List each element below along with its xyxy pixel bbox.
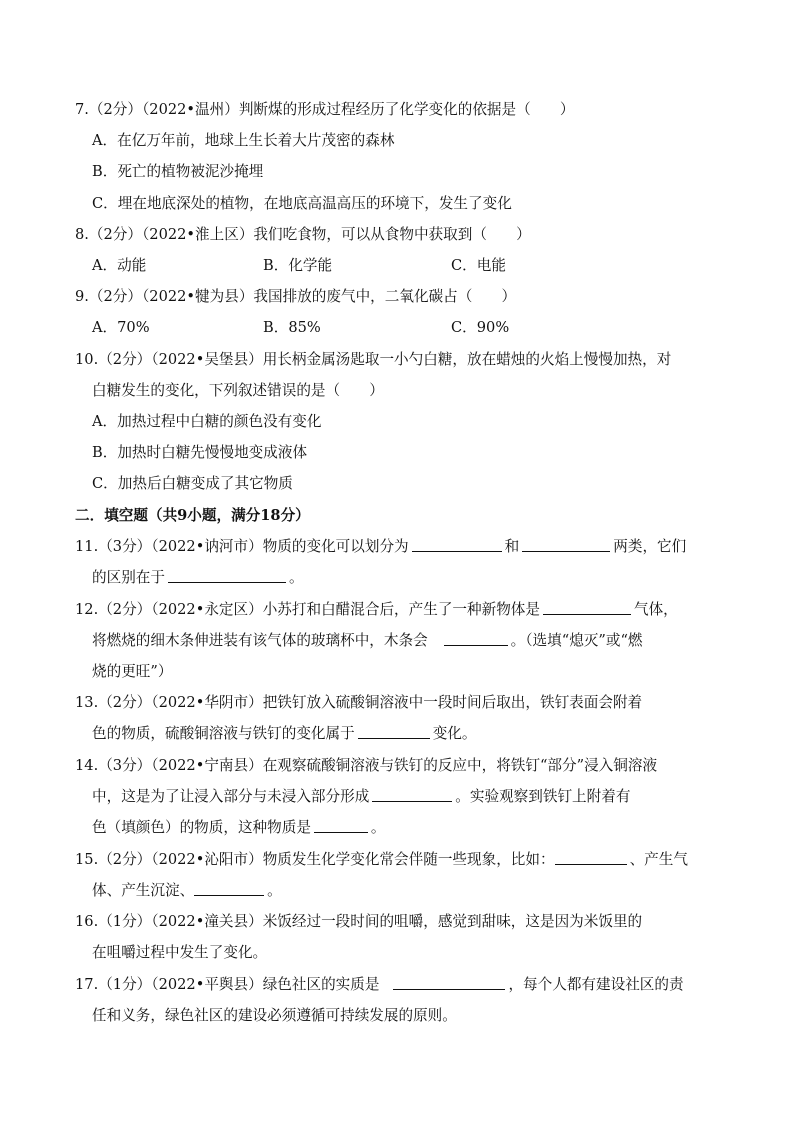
q15-blank-1[interactable] [555, 850, 627, 865]
q11-text-c: 两类，它们 [613, 538, 687, 555]
question-9-option-c: C．90% [451, 319, 510, 336]
q15-text-d: 。 [267, 882, 282, 899]
question-10-stem-line1: 10.（2分）（2022•吴堡县）用长柄金属汤匙取一小勺白糖，放在蜡烛的火焰上慢慢加热，对 [75, 351, 672, 368]
question-7-option-b: B．死亡的植物被泥沙掩埋 [92, 163, 264, 180]
q11-blank-2[interactable] [522, 537, 610, 552]
q11-text-a: 11.（3分）（2022•讷河市）物质的变化可以划分为 [75, 538, 409, 555]
question-14-line2 [92, 787, 630, 807]
q15-blank-2[interactable] [194, 881, 264, 896]
q11-blank-1[interactable] [412, 537, 502, 552]
q12-text-a: 12.（2分）（2022•永定区）小苏打和白醋混合后，产生了一种新物体是 [75, 601, 540, 618]
q14-text-a: 中，这是为了让浸入部分与未浸入部分形成 [92, 788, 370, 805]
question-15-line2 [92, 881, 282, 901]
q13-text-a: 色的物质，硫酸铜溶液与铁钉的变化属于 [92, 725, 355, 742]
question-16-line1: 16.（1分）（2022•潼关县）米饭经过一段时间的咀嚼，感觉到甜味，这是因为米饭里的 [75, 913, 643, 930]
q14-blank-1[interactable] [372, 787, 452, 802]
question-8-option-c: C．电能 [451, 257, 506, 274]
question-14-line1: 14.（3分）（2022•宁南县）在观察硫酸铜溶液与铁钉的反应中，将铁钉“部分”浸入铜溶液 [75, 757, 658, 774]
question-10-option-a: A．加热过程中白糖的颜色没有变化 [92, 413, 322, 430]
question-14-line3 [92, 818, 386, 838]
question-10-option-c: C．加热后白糖变成了其它物质 [92, 475, 293, 492]
question-13-line2 [92, 724, 477, 744]
q12-text-d: 。（选填“熄灭”或“燃 [510, 632, 643, 649]
q12-blank-2[interactable] [444, 631, 508, 646]
q17-text-b: ，每个人都有建设社区的责 [508, 976, 684, 993]
q11-text-e: 。 [288, 569, 304, 586]
q13-blank-1[interactable] [358, 724, 430, 739]
question-9-option-b: B．85% [263, 319, 321, 336]
question-15-line1 [75, 850, 688, 870]
question-8-option-a: A．动能 [92, 257, 147, 274]
section-2-title: 二．填空题（共9小题，满分18分） [75, 507, 310, 524]
question-7-stem: 7.（2分）（2022•温州）判断煤的形成过程经历了化学变化的依据是（ ） [75, 101, 575, 118]
q17-blank-1[interactable] [393, 975, 505, 990]
question-8-stem: 8.（2分）（2022•淮上区）我们吃食物，可以从食物中获取到（ ） [75, 226, 531, 243]
q11-blank-3[interactable] [168, 568, 286, 583]
q15-text-b: 、产生气 [629, 851, 688, 868]
question-7-option-a: A．在亿万年前，地球上生长着大片茂密的森林 [92, 132, 395, 149]
q12-text-b: 气体， [633, 601, 678, 618]
question-17-line2: 任和义务，绿色社区的建设必须遵循可持续发展的原则。 [92, 1007, 457, 1024]
q14-text-c: 色（填颜色）的物质，这种物质是 [92, 819, 311, 836]
q14-text-b: 。实验观察到铁钉上附着有 [455, 788, 631, 805]
q15-text-c: 体、产生沉淀、 [92, 882, 195, 899]
question-12-line1 [75, 600, 678, 620]
q12-blank-1[interactable] [543, 600, 631, 615]
question-13-line1: 13.（2分）（2022•华阴市）把铁钉放入硫酸铜溶液中一段时间后取出，铁钉表面会附着 [75, 694, 643, 711]
question-12-line3: 烧的更旺”） [92, 663, 173, 680]
question-12-line2 [92, 631, 643, 651]
question-10-option-b: B．加热时白糖先慢慢地变成液体 [92, 444, 308, 461]
question-9-stem: 9.（2分）（2022•犍为县）我国排放的废气中，二氧化碳占（ ） [75, 288, 517, 305]
question-11-line2 [92, 568, 304, 588]
q12-text-c: 将燃烧的细木条伸进装有该气体的玻璃杯中，木条会 [92, 632, 428, 649]
q17-text-a: 17.（1分）（2022•平舆县）绿色社区的实质是 [75, 976, 380, 993]
question-9-option-a: A．70% [92, 319, 150, 336]
q11-text-b: 和 [504, 538, 520, 555]
q13-text-b: 变化。 [432, 725, 477, 742]
question-16-line2: 在咀嚼过程中发生了变化。 [92, 944, 268, 961]
question-10-stem-line2: 白糖发生的变化，下列叙述错误的是（ ） [92, 382, 384, 399]
q14-blank-2[interactable] [314, 818, 368, 833]
question-7-option-c: C．埋在地底深处的植物，在地底高温高压的环境下，发生了变化 [92, 195, 512, 212]
q14-text-d: 。 [370, 819, 386, 836]
q15-text-a: 15.（2分）（2022•沁阳市）物质发生化学变化常会伴随一些现象，比如： [75, 851, 555, 868]
q11-text-d: 的区别在于 [92, 569, 165, 586]
question-8-option-b: B．化学能 [263, 257, 333, 274]
question-11-line1 [75, 537, 686, 557]
question-17-line1 [75, 975, 684, 995]
